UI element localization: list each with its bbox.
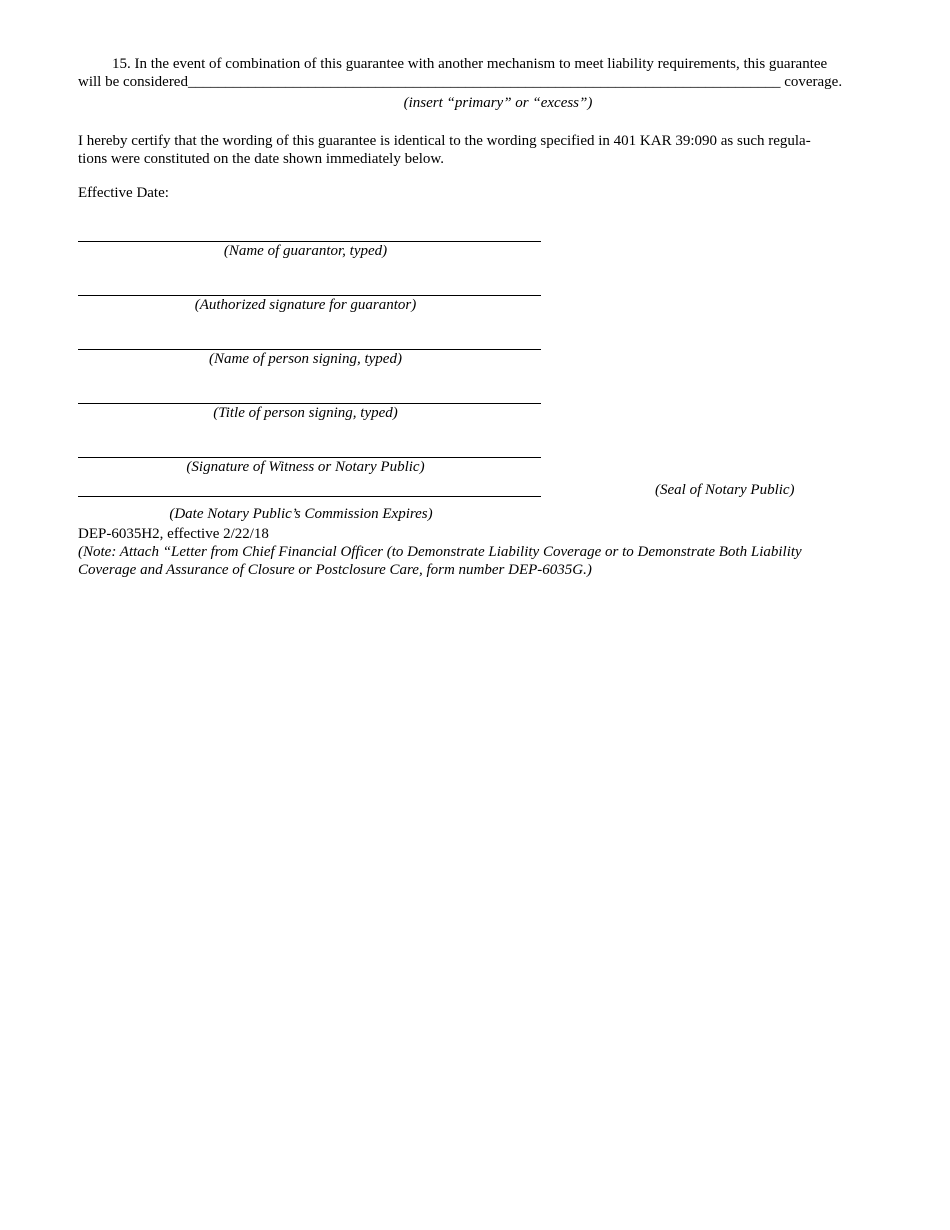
signer-title-label: (Title of person signing, typed)	[213, 405, 398, 421]
notary-seal-label: (Seal of Notary Public)	[655, 482, 795, 498]
commission-expires-label: (Date Notary Public’s Commission Expires)	[169, 506, 433, 522]
paragraph-15-will-be-considered: will be considered	[78, 74, 188, 90]
authorized-signature-label: (Authorized signature for guarantor)	[194, 297, 417, 313]
note-line-1: (Note: Attach “Letter from Chief Financial Officer (to Demonstrate Liability Coverage or to Demonstrate Both Liability	[78, 544, 802, 560]
certification-line-2: tions were constituted on the date shown immediately below.	[78, 151, 445, 167]
guarantor-name-label: (Name of guarantor, typed)	[223, 243, 388, 259]
commission-expires-line[interactable]	[78, 496, 541, 497]
coverage-type-blank[interactable]: _______________________________________________________________________________	[187, 74, 781, 90]
paragraph-15-coverage: coverage.	[784, 74, 843, 90]
coverage-type-instruction: (insert “primary” or “excess”)	[403, 95, 593, 111]
certification-line-1: I hereby certify that the wording of this guarantee is identical to the wording specified in 401 KAR 39:090 as such regula-	[78, 133, 811, 149]
paragraph-15-line-2	[78, 73, 842, 91]
form-number: DEP-6035H2, effective 2/22/18	[78, 526, 269, 542]
witness-signature-label: (Signature of Witness or Notary Public)	[186, 459, 425, 475]
paragraph-15-line-1: 15. In the event of combination of this guarantee with another mechanism to meet liability requirements, this guarantee	[112, 56, 828, 72]
effective-date-label: Effective Date:	[78, 185, 169, 201]
signer-name-label: (Name of person signing, typed)	[209, 351, 402, 367]
note-line-2: Coverage and Assurance of Closure or Postclosure Care, form number DEP-6035G.)	[78, 562, 592, 578]
